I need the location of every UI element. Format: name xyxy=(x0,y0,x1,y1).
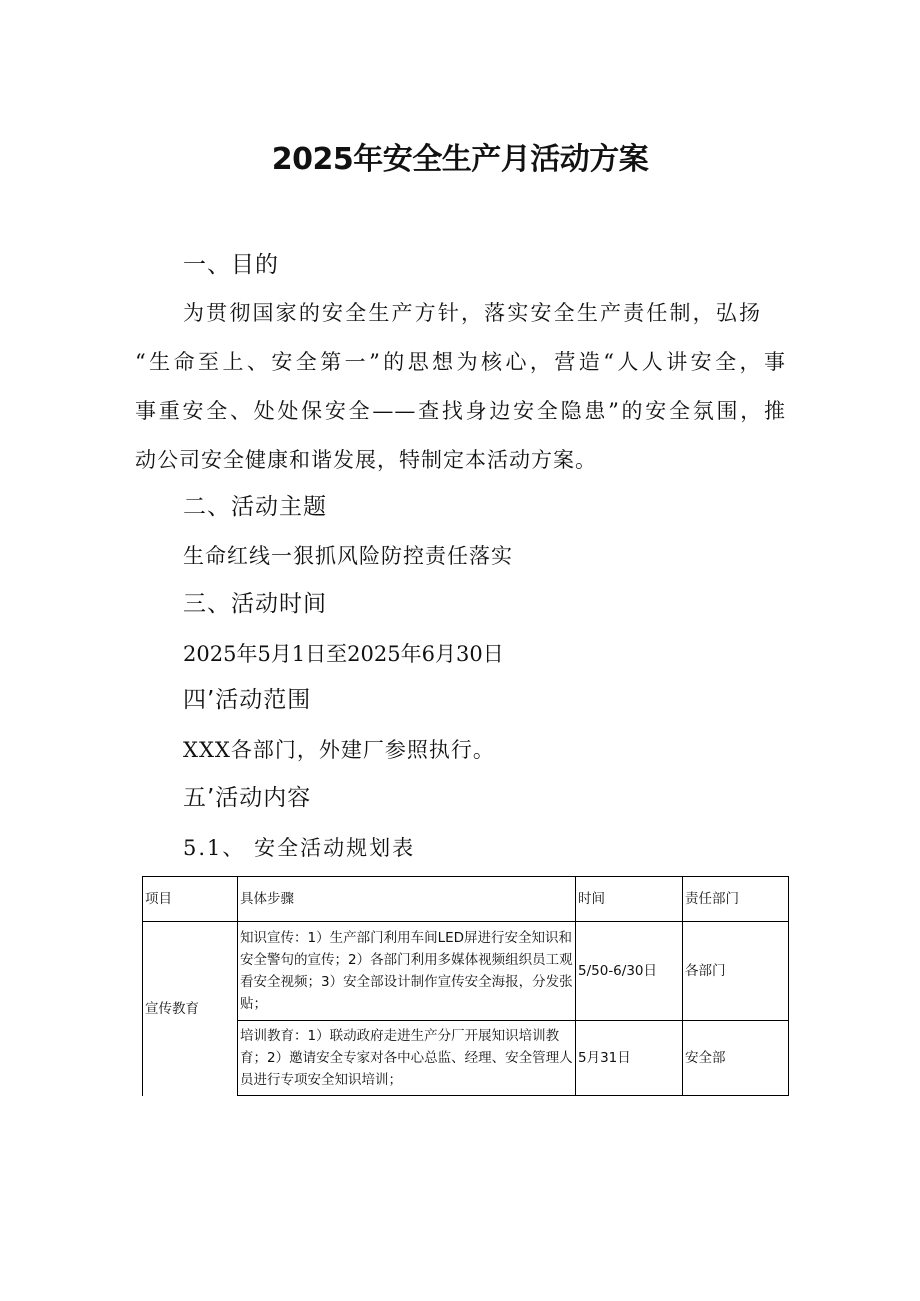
header-cell-steps: 具体步骤 xyxy=(238,877,576,922)
section-heading-scope: 四’活动范围 xyxy=(183,687,312,713)
section-heading-content: 五’活动内容 xyxy=(183,785,312,811)
table-header-row xyxy=(143,877,789,922)
time-text: 2025年5月1日至2025年6月30日 xyxy=(183,642,504,666)
theme-text: 生命红线一狠抓风险防控责任落实 xyxy=(183,544,513,568)
table-caption: 5.1、 安全活动规划表 xyxy=(183,836,416,860)
dept-cell: 各部门 xyxy=(683,922,789,1021)
steps-cell: 知识宣传：1）生产部门利用车间LED屏进行安全知识和安全警句的宣传；2）各部门利用多媒体视频组织员工观看安全视频；3）安全部设计制作宣传安全海报，分发张贴； xyxy=(238,922,576,1021)
scope-text: XXX各部门，外建厂参照执行。 xyxy=(183,738,495,762)
time-cell: 5/50-6/30日 xyxy=(576,922,683,1021)
header-cell-item: 项目 xyxy=(143,877,238,922)
dept-cell: 安全部 xyxy=(683,1021,789,1096)
purpose-paragraph-line: “生命至上、安全第一”的思想为核心，营造“人人讲安全，事 xyxy=(135,350,786,374)
header-cell-dept: 责任部门 xyxy=(683,877,789,922)
section-heading-purpose: 一、目的 xyxy=(183,252,279,278)
table-row xyxy=(143,922,789,1021)
header-cell-time: 时间 xyxy=(576,877,683,922)
activity-plan-table xyxy=(142,876,789,1096)
table-row xyxy=(143,1021,789,1096)
steps-cell: 培训教育：1）联动政府走进生产分厂开展知识培训教育；2）邀请安全专家对各中心总监、经理、安全管理人员进行专项安全知识培训； xyxy=(238,1021,576,1096)
purpose-paragraph-line: 动公司安全健康和谐发展，特制定本活动方案。 xyxy=(135,448,597,472)
time-cell: 5月31日 xyxy=(576,1021,683,1096)
section-heading-time: 三、活动时间 xyxy=(183,591,327,617)
section-heading-theme: 二、活动主题 xyxy=(183,494,327,520)
purpose-paragraph-line: 为贯彻国家的安全生产方针，落实安全生产责任制，弘扬 xyxy=(183,301,761,325)
document-title: 2025年安全生产月活动方案 xyxy=(271,142,649,177)
item-cell: 宣传教育 xyxy=(143,922,238,1096)
purpose-paragraph-line: 事重安全、处处保安全——查找身边安全隐患”的安全氛围，推 xyxy=(135,399,786,423)
